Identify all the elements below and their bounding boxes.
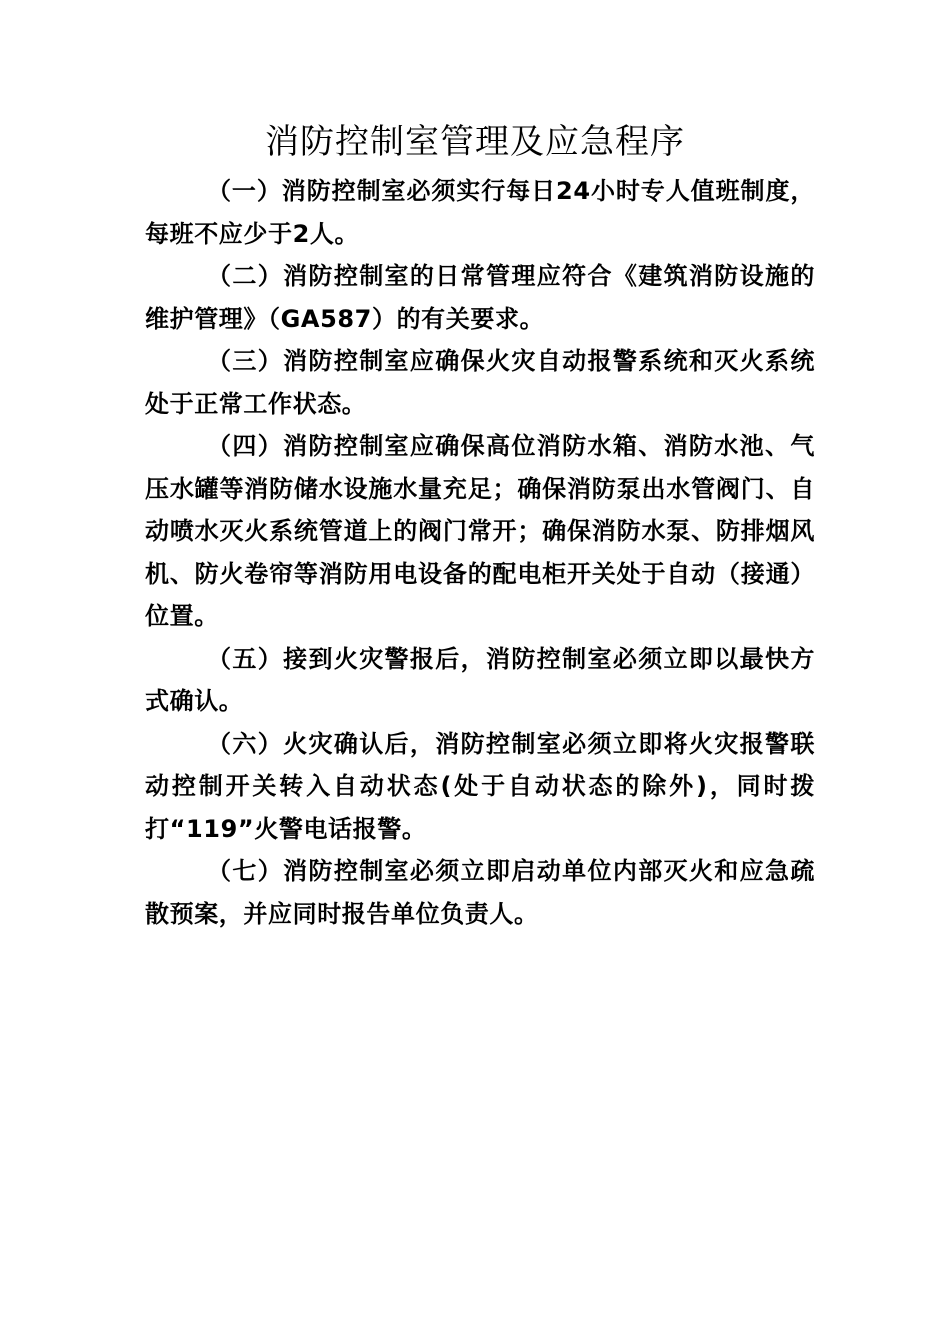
page-title: 消防控制室管理及应急程序 (265, 122, 685, 162)
document-body (145, 170, 815, 935)
paragraph-2: （二）消防控制室的日常管理应符合《建筑消防设施的维护管理》（GA587）的有关要求。 (145, 262, 815, 333)
paragraph-1: （一）消防控制室必须实行每日24小时专人值班制度，每班不应少于2人。 (145, 177, 815, 248)
paragraph-3: （三）消防控制室应确保火灾自动报警系统和灭火系统处于正常工作状态。 (145, 347, 815, 418)
paragraph-5: （五）接到火灾警报后，消防控制室必须立即以最快方式确认。 (145, 644, 815, 715)
paragraph-7: （七）消防控制室必须立即启动单位内部灭火和应急疏散预案，并应同时报告单位负责人。 (145, 857, 815, 928)
paragraph-6: （六）火灾确认后，消防控制室必须立即将火灾报警联动控制开关转入自动状态(处于自动状态的除外)，同时拨打“119”火警电话报警。 (145, 729, 815, 843)
paragraph-4: （四）消防控制室应确保高位消防水箱、消防水池、气压水罐等消防储水设施水量充足；确保消防泵出水管阀门、自动喷水灭火系统管道上的阀门常开；确保消防水泵、防排烟风机、防火卷帘等消防用电设备的配电柜开关处于自动（接通）位置。 (145, 432, 815, 630)
